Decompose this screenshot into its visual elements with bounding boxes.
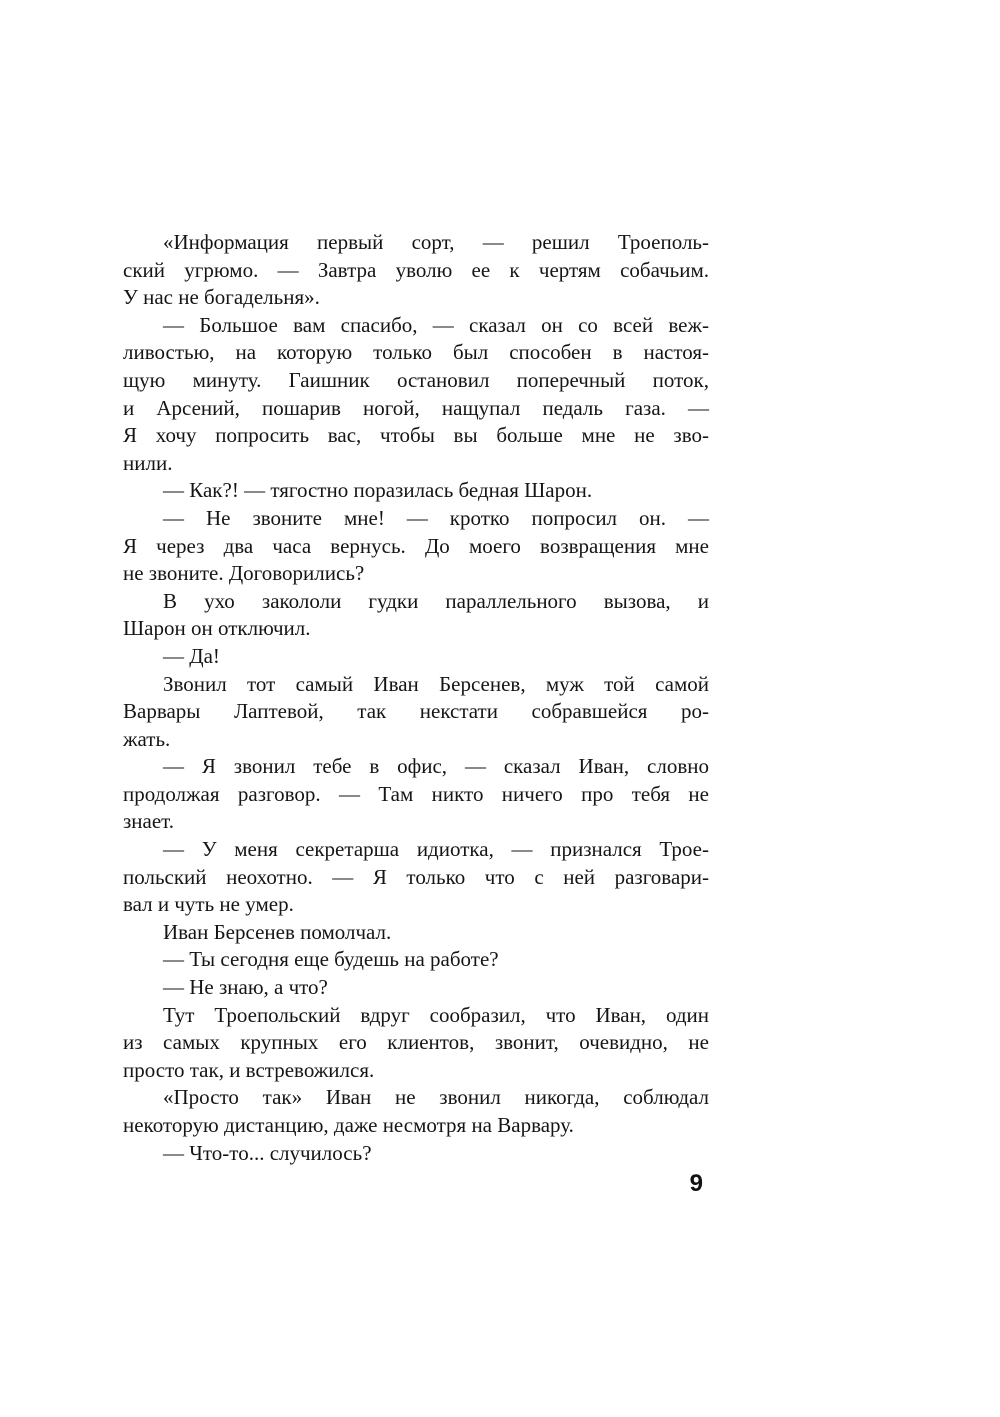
text-line: щую минуту. Гаишник остановил поперечный поток,: [123, 367, 709, 392]
page-number: 9: [689, 1170, 703, 1197]
text-line: «Информация первый сорт, — решил Троеполь-: [163, 230, 709, 254]
text-line: Я через два часа вернусь. До моего возвращения мне: [123, 533, 709, 558]
paragraph: [123, 919, 709, 947]
paragraph: [123, 671, 709, 754]
text-line: вал и чуть не умер.: [123, 892, 294, 917]
paragraph: [123, 312, 709, 478]
text-line: ливостью, на которую только был способен в настоя-: [123, 340, 709, 365]
text-line: — У меня секретарша идиотка, — признался Трое-: [163, 837, 709, 862]
text-line: — Не звоните мне! — кротко попросил он. —: [163, 505, 709, 530]
text-line: У нас не богадельня».: [123, 285, 320, 310]
text-line: некоторую дистанцию, даже несмотря на Варвару.: [123, 1113, 574, 1137]
text-line: просто так, и встревожился.: [123, 1057, 375, 1082]
text-line: — Большое вам спасибо, — сказал он со всей веж-: [163, 312, 709, 337]
paragraph: [123, 229, 709, 312]
text-line: — Да!: [163, 643, 220, 668]
paragraph: [123, 946, 709, 974]
text-line: и Арсений, пошарив ногой, нащупал педаль газа. —: [123, 395, 709, 420]
text-line: не звоните. Договорились?: [123, 561, 365, 586]
page-text-block: [123, 229, 709, 1167]
text-line: Звонил тот самый Иван Берсенев, муж той самой: [163, 671, 709, 696]
text-line: из самых крупных его клиентов, звонит, очевидно, не: [123, 1030, 709, 1055]
text-line: польский неохотно. — Я только что с ней разговари-: [123, 864, 709, 889]
text-line: нили.: [123, 450, 173, 475]
text-line: Варвары Лаптевой, так некстати собравшейся ро-: [123, 699, 709, 724]
text-line: «Просто так» Иван не звонил никогда, соблюдал: [163, 1085, 709, 1110]
text-line: продолжая разговор. — Там никто ничего про тебя не: [123, 781, 709, 806]
paragraph: [123, 588, 709, 643]
text-line: Иван Берсенев помолчал.: [163, 919, 392, 944]
text-line: — Не знаю, а что?: [163, 975, 328, 1000]
text-line: — Я звонил тебе в офис, — сказал Иван, словно: [163, 754, 709, 779]
text-line: Я хочу попросить вас, чтобы вы больше мне не зво-: [123, 423, 709, 448]
text-line: Шарон он отключил.: [123, 616, 311, 641]
paragraph: [123, 477, 709, 505]
text-line: — Ты сегодня еще будешь на работе?: [163, 947, 499, 972]
text-line: Тут Троепольский вдруг сообразил, что Иван, один: [163, 1002, 709, 1027]
paragraph: [123, 505, 709, 588]
text-line: знает.: [123, 809, 175, 834]
text-line: ский угрюмо. — Завтра уволю ее к чертям собачьим.: [123, 257, 709, 282]
text-line: жать.: [123, 726, 171, 751]
paragraph: [123, 974, 709, 1002]
text-line: — Как?! — тягостно поразилась бедная Шарон.: [163, 478, 593, 503]
paragraph: [123, 836, 709, 919]
paragraph: [123, 643, 709, 671]
paragraph: [123, 753, 709, 836]
paragraph: [123, 1002, 709, 1085]
text-line: В ухо закололи гудки параллельного вызова, и: [163, 588, 709, 613]
paragraph: [123, 1084, 709, 1139]
paragraph: [123, 1140, 709, 1168]
text-line: — Что-то... случилось?: [163, 1140, 372, 1165]
